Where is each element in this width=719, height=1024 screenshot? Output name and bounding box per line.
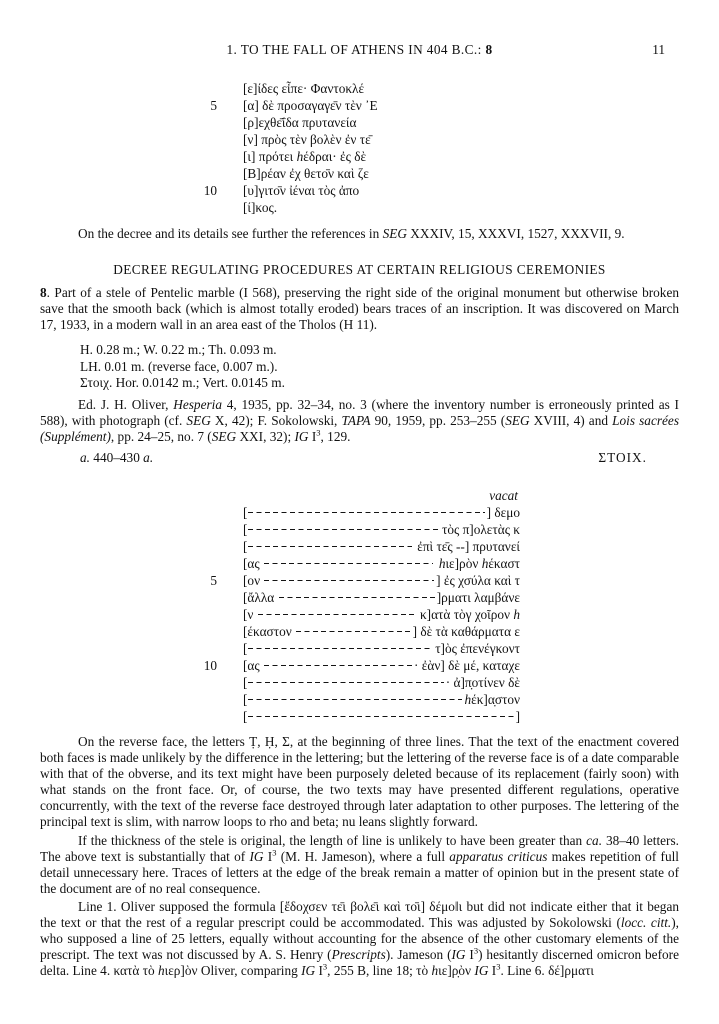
commentary-paragraph-1: On the reverse face, the letters Ṭ, Ḥ, Σ, at the beginning of three lines. That the text of the enactment covered both faces is made unlikely by the difference in the lettering; but the lettering of the reverse face is of a date comparable with that of the obverse, and its text might have been purposely deleted because of its replacement (fairly soon) with what stands on the front face. Or, of course, the two texts may have presented different regulations, operative concurrently, with the text of the reverse face destroyed through later adaptation to other purposes. The lettering of the principal text is slim, with narrow loops to rho and beta; nu leans slightly forward. [40,733,679,829]
epigraph-line: [ι] πρότει h έδραι· ἐς δὲ [243,149,367,164]
section-heading: DECREE REGULATING PROCEDURES AT CERTAIN RELIGIOUS CEREMONIES [113,262,606,277]
inscription-text [203,504,520,725]
epigraph-line: 10 [υ]γιτο̄ν ἰέναι τὸς ἀπο [243,182,679,199]
page-header [40,42,679,58]
measurement-line: H. 0.28 m.; W. 0.22 m.; Th. 0.093 m. [80,342,277,357]
measurement-line: Στοιχ. Hor. 0.0142 m.; Vert. 0.0145 m. [80,375,285,390]
date-range: a. 440–430 a. [80,449,154,465]
running-head: 1. TO THE FALL OF ATHENS IN 404 B.C.: 8 [226,42,493,57]
inscription-line: [ ] [243,708,520,724]
inscription-line: [έκαστον ] δὲ τὰ καθάρματα ε [243,623,520,639]
commentary-paragraph-2: If the thickness of the stele is original, the length of line is unlikely to have been greater than ca. 38–40 letters. The above text is substantially that of IG $I^3$ (M. H. Jameson), where a full apparatus criticus makes repetition of full detail unnecessary here. Traces of letters at the edge of the break remain a matter of opinion but in the present state of the document are of no real consequence. [40,832,679,896]
commentary-paragraph-3: Line 1. Oliver supposed the formula [ἔδοχσεν τε̄ι βολε̄ι καὶ το̄ι] δέμο‖ι but did not indicate either that it began the text or that the rest of a regular prescript could be accommodated. This was adjusted by Sokolowski (locc. citt.), who supposed a line of 25 letters, equally without accounting for the absence of the other customary elements of the prescript. The text was not discussed by A. S. Henry (Prescripts). Jameson (IG $I^3$) hesitantly discerned omicron before delta. Line 4. κατὰ τὸ hιερ]ὸν Oliver, comparing IG $I^3$, 255 B, line 18; τὸ hιε]ρ̣ὸν IG $I^3$. Line 6. δέ]ρματι [40,898,679,978]
inscription-line: [ ἐπὶ τε̄ς --] πρυτανεί [243,538,520,554]
epigraph-line: [ν] πρὸς τὲν βολὲν ἐν τε̄ [243,132,371,147]
inscription-line: [ τ]ὸς ἐπενέγκοντ [243,640,520,656]
stoichedon-label: ΣΤΟΙΧ. [598,449,647,465]
line-number: 5 [210,98,217,113]
measurement-line: LH. 0.01 m. (reverse face, 0.007 m.). [80,358,278,374]
inscription-line: [ τὸς π]ολετὰς κ [243,521,520,537]
inscription-line: [ν κ]ατὰ τὸγ χοῖρον h [243,606,520,622]
epigraph-line: [ε]ίδες εἶπε· Φαντοκλέ [243,81,365,96]
inscription-line: 5 [ον ] ἐς χσύλα καὶ τ [243,572,520,589]
edition-note: Ed. J. H. Oliver, Hesperia 4, 1935, pp. 32–34, no. 3 (where the inventory number is erroneously printed as I 588), with photograph (cf. SEG X, 42); F. Sokolowski, TAPA 90, 1959, pp. 253–255 (SEG XVIII, 4) and Lois sacrées (Supplément), pp. 24–25, no. 7 (SEG XXI, 32); IG $I^3$, 129. [40,396,680,444]
line-number: 10 [203,183,217,198]
inscription-line: [ h έκ]α̣στον [243,691,520,707]
line-number: 10 [203,657,217,673]
epigraph-fragment [203,80,679,216]
inscription-line: [ · ἀ]π̣οτίνεν δὲ [243,674,520,690]
inscription-line: [ἄλλα ]ρματι λαμβάνε [243,589,520,605]
epigraph-line: [ί]κος. [243,200,278,215]
inscription-line: [ ] δεμο [243,504,520,520]
epigraph-line: 5 [α] δὲ προσαγαγε̄ν τὲν ᾿Ε [243,97,679,114]
date-line [80,450,679,466]
epigraph-line: [ρ]εχθε̄ΐδα πρυτανεία [243,115,357,130]
reference-note: On the decree and its details see further the references in SEG XXXIV, 15, XXXVI, 1527, XXXVII, 9. [78,226,625,241]
measurements [80,342,679,392]
item-description: 8. Part of a stele of Pentelic marble (I 568), preserving the right side of the original monument but otherwise broken save that the smooth back (which is almost totally eroded) bears traces of an inscription. It was discovered on March 17, 1933, in a modern wall in an area east of the Tholos (H 11). [40,285,679,332]
line-number: 5 [210,572,217,588]
epigraph-line: [Β]ρέαν ἐχ θετο̄ν καὶ ζε [243,166,369,181]
page-number: 11 [652,42,665,57]
vacat-label: vacat [489,487,518,503]
inscription-line: [ας h ιε]ρὸν h έκαστ [243,555,520,571]
inscription-line: 10 [ας · ἐὰν] δὲ μέ, καταχε [243,657,520,674]
